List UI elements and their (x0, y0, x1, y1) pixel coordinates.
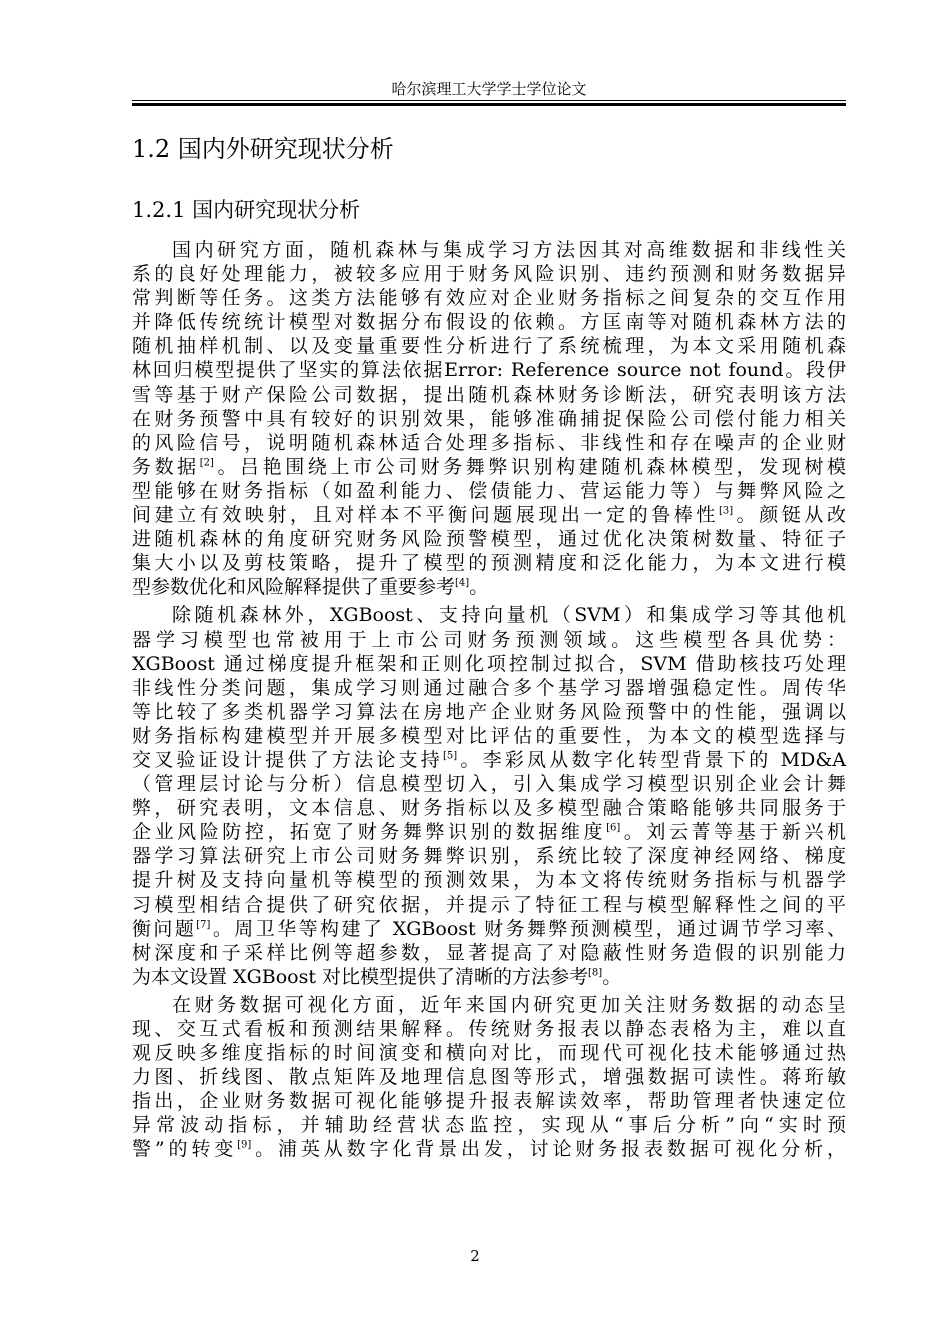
text-line: 器学习模型也常被用于上市公司财务预测领域。这些模型各具优势： (132, 628, 846, 651)
text-line: 除随机森林外，XGBoost、支持向量机（SVM）和集成学习等其他机 (172, 604, 846, 627)
page-number: 2 (470, 1247, 480, 1265)
text-line: 财务指标构建模型并开展多模型对比评估的重要性，为本文的模型选择与 (132, 724, 846, 747)
text-line: 型参数优化和风险解释提供了重要参考[4]。 (132, 576, 489, 599)
text-line: 国内研究方面，随机森林与集成学习方法因其对高维数据和非线性关 (172, 239, 846, 261)
text-line: 警”的转变[9]。浦英从数字化背景出发，讨论财务报表数据可视化分析， (132, 1138, 846, 1161)
subsection-heading: 1.2.1 国内研究现状分析 (132, 198, 361, 222)
text-line: 观反映多维度指标的时间演变和横向对比，而现代可视化技术能够通过热 (132, 1042, 846, 1065)
paragraph (132, 603, 846, 989)
text-line: 随机抽样机制、以及变量重要性分析进行了系统梳理，为本文采用随机森 (132, 335, 846, 358)
citation: [9] (237, 1140, 252, 1152)
text-line: 弊，研究表明，文本信息、财务指标以及多模型融合策略能够共同服务于 (132, 797, 846, 820)
text-line: 企业风险防控，拓宽了财务舞弊识别的数据维度[6]。刘云菁等基于新兴机 (132, 821, 846, 844)
header-rule-thick (132, 103, 846, 106)
text-line: 提升树及支持向量机等模型的预测效果，为本文将传统财务指标与机器学 (132, 869, 846, 892)
running-header: 哈尔滨理工大学学士学位论文 (391, 80, 587, 98)
text-line: 习模型相结合提供了研究依据，并提示了特征工程与模型解释性之间的平 (132, 893, 846, 916)
text-line: 交叉验证设计提供了方法论支持[5]。李彩凤从数字化转型背景下的 MD&A (132, 748, 846, 771)
citation: [5] (443, 750, 458, 762)
paragraph (132, 993, 846, 1162)
text-line: 衡问题[7]。周卫华等构建了 XGBoost 财务舞弊预测模型，通过调节学习率、 (132, 917, 846, 940)
text-line: 为本文设置 XGBoost 对比模型提供了清晰的方法参考[8]。 (132, 965, 622, 988)
body-text (132, 238, 846, 1162)
text-line: 并降低传统统计模型对数据分布假设的依赖。方匡南等对随机森林方法的 (132, 311, 846, 334)
citation: [6] (606, 822, 621, 834)
header-rule-thin (132, 100, 846, 101)
text-line: 在财务数据可视化方面，近年来国内研究更加关注财务数据的动态呈 (172, 993, 846, 1016)
text-line: 指出，企业财务数据可视化能够提升报表解读效率，帮助管理者快速定位 (132, 1090, 846, 1113)
text-line: 力图、折线图、散点矩阵及地理信息图等形式，增强数据可读性。蒋珩敏 (132, 1066, 846, 1089)
citation: [2] (199, 457, 214, 469)
text-line: 间建立有效映射，且对样本不平衡问题展现出一定的鲁棒性[3]。颜铤从改 (132, 504, 846, 527)
text-line: 林回归模型提供了坚实的算法依据Error: Reference source not found。段伊 (132, 359, 846, 382)
text-line: 非线性分类问题，集成学习则通过融合多个基学习器增强稳定性。周传华 (132, 676, 846, 699)
text-line: 等比较了多类机器学习算法在房地产企业财务风险预警中的性能，强调以 (132, 700, 846, 723)
text-line: XGBoost 通过梯度提升框架和正则化项控制过拟合，SVM 借助核技巧处理 (132, 652, 846, 675)
citation: [4] (455, 577, 470, 589)
text-line: 雪等基于财产保险公司数据，提出随机森林财务诊断法，研究表明该方法 (132, 383, 846, 406)
text-line: 常判断等任务。这类方法能够有效应对企业财务指标之间复杂的交互作用 (132, 287, 846, 310)
text-line: 现、交互式看板和预测结果解释。传统财务报表以静态表格为主，难以直 (132, 1018, 846, 1040)
text-line: 集大小以及剪枝策略，提升了模型的预测精度和泛化能力，为本文进行模 (132, 552, 846, 575)
text-line: 器学习算法研究上市公司财务舞弊识别，系统比较了深度神经网络、梯度 (132, 845, 846, 868)
text-line: 异常波动指标，并辅助经营状态监控，实现从“事后分析”向“实时预 (132, 1114, 846, 1137)
text-line: （管理层讨论与分析）信息模型切入，引入集成学习模型识别企业会计舞 (132, 773, 846, 796)
text-line: 的风险信号，说明随机森林适合处理多指标、非线性和存在噪声的企业财 (132, 431, 846, 454)
text-line: 系的良好处理能力，被较多应用于财务风险识别、违约预测和财务数据异 (132, 263, 846, 286)
paragraph (132, 238, 846, 599)
text-line: 进随机森林的角度研究财务风险预警模型，通过优化决策树数量、特征子 (132, 528, 846, 551)
section-heading: 1.2 国内外研究现状分析 (132, 135, 394, 163)
citation: [7] (196, 919, 211, 931)
citation: [8] (588, 967, 603, 979)
text-line: 务数据[2]。吕艳围绕上市公司财务舞弊识别构建随机森林模型，发现树模 (132, 455, 846, 478)
text-line: 树深度和子采样比例等超参数，显著提高了对隐蔽性财务造假的识别能力 (132, 941, 846, 964)
text-line: 在财务预警中具有较好的识别效果，能够准确捕捉保险公司偿付能力相关 (132, 407, 846, 430)
citation: [3] (718, 505, 734, 517)
text-line: 型能够在财务指标（如盈利能力、偿债能力、营运能力等）与舞弊风险之 (132, 479, 846, 502)
